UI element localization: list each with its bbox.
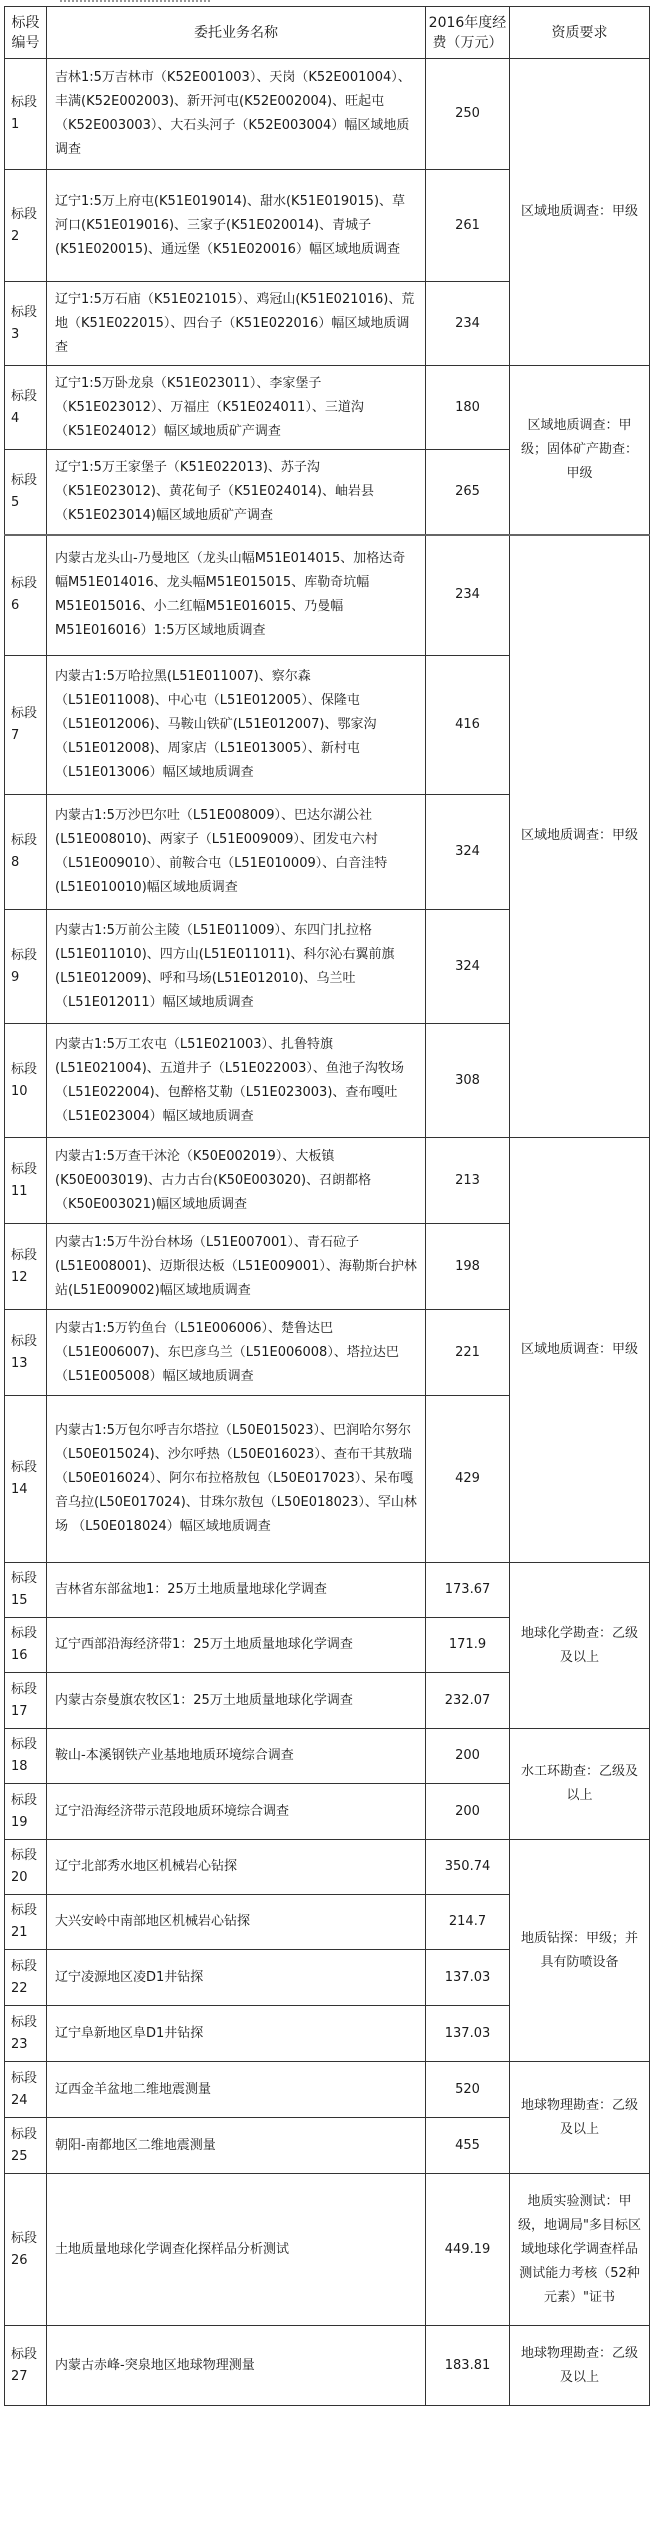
lot-table bbox=[4, 6, 650, 2406]
lot-number: 标段23 bbox=[5, 2006, 47, 2062]
lot-number: 标段16 bbox=[5, 1618, 47, 1673]
lot-number: 标段11 bbox=[5, 1138, 47, 1224]
lot-number: 标段3 bbox=[5, 282, 47, 366]
lot-fee: 214.7 bbox=[426, 1895, 510, 1950]
header-qual: 资质要求 bbox=[510, 7, 650, 59]
lot-description: 内蒙古1:5万哈拉黑(L51E011007)、察尔森（L51E011008)、中心屯（L51E012005）、保隆屯（L51E012006)、马鞍山铁矿(L51E012007)、鄂家沟（L51E012008)、周家店（L51E013005）、新村屯（L51E013006）幅区域地质调查 bbox=[47, 656, 426, 795]
lot-number: 标段27 bbox=[5, 2326, 47, 2406]
lot-fee: 250 bbox=[426, 59, 510, 170]
lot-description: 辽宁凌源地区凌D1井钻探 bbox=[47, 1950, 426, 2006]
table-row bbox=[5, 2062, 650, 2118]
lot-fee: 200 bbox=[426, 1784, 510, 1840]
lot-number: 标段25 bbox=[5, 2118, 47, 2174]
qualification: 区域地质调查：甲级 bbox=[510, 59, 650, 366]
lot-description: 吉林省东部盆地1：25万土地质量地球化学调查 bbox=[47, 1563, 426, 1618]
lot-fee: 234 bbox=[426, 282, 510, 366]
qualification: 地质实验测试：甲级，地调局"多目标区域地球化学调查样品测试能力考核（52种元素）"证书 bbox=[510, 2174, 650, 2326]
lot-description: 辽西金羊盆地二维地震测量 bbox=[47, 2062, 426, 2118]
lot-number: 标段12 bbox=[5, 1224, 47, 1310]
lot-fee: 180 bbox=[426, 366, 510, 450]
lot-number: 标段15 bbox=[5, 1563, 47, 1618]
lot-fee: 265 bbox=[426, 450, 510, 535]
table-row bbox=[5, 1840, 650, 1895]
lot-description: 辽宁1:5万上府屯(K51E019014)、甜水(K51E019015)、草河口(K51E019016)、三家子(K51E020014)、青城子(K51E020015)、通远堡（K51E020016）幅区域地质调查 bbox=[47, 170, 426, 282]
lot-description: 内蒙古龙头山-乃曼地区（龙头山幅M51E014015、加格达奇幅M51E014016、龙头幅M51E015015、库勒奇坑幅M51E015016、小二红幅M51E016015、乃曼幅M51E016016）1:5万区域地质调查 bbox=[47, 535, 426, 656]
lot-number: 标段13 bbox=[5, 1310, 47, 1396]
lot-number: 标段17 bbox=[5, 1673, 47, 1729]
header-fee: 2016年度经费（万元） bbox=[426, 7, 510, 59]
lot-description: 内蒙古奈曼旗农牧区1：25万土地质量地球化学调查 bbox=[47, 1673, 426, 1729]
lot-description: 辽宁西部沿海经济带1：25万土地质量地球化学调查 bbox=[47, 1618, 426, 1673]
lot-description: 内蒙古1:5万包尔呼吉尔塔拉（L50E015023）、巴润哈尔努尔（L50E015024)、沙尔呼热（L50E016023）、查布干其敖瑞（L50E016024）、阿尔布拉格敖包（L50E017023）、呆布嘎音乌拉(L50E017024)、甘珠尔敖包（L50E018023）、罕山林场 （L50E018024）幅区域地质调查 bbox=[47, 1396, 426, 1563]
lot-number: 标段10 bbox=[5, 1024, 47, 1138]
qualification: 地质钻探：甲级；并具有防喷设备 bbox=[510, 1840, 650, 2062]
qualification: 地球物理勘查：乙级及以上 bbox=[510, 2326, 650, 2406]
lot-description: 辽宁阜新地区阜D1井钻探 bbox=[47, 2006, 426, 2062]
lot-number: 标段9 bbox=[5, 910, 47, 1024]
qualification: 地球化学勘查：乙级及以上 bbox=[510, 1563, 650, 1729]
lot-fee: 234 bbox=[426, 535, 510, 656]
lot-fee: 520 bbox=[426, 2062, 510, 2118]
table-row bbox=[5, 1563, 650, 1618]
lot-fee: 137.03 bbox=[426, 2006, 510, 2062]
table-header-row bbox=[5, 7, 650, 59]
lot-number: 标段4 bbox=[5, 366, 47, 450]
lot-number: 标段14 bbox=[5, 1396, 47, 1563]
header-name: 委托业务名称 bbox=[47, 7, 426, 59]
lot-description: 鞍山-本溪钢铁产业基地地质环境综合调查 bbox=[47, 1729, 426, 1784]
lot-description: 内蒙古1:5万查干沐沦（K50E002019）、大板镇(K50E003019)、古力古台(K50E003020)、召朗都格（K50E003021)幅区域地质调查 bbox=[47, 1138, 426, 1224]
lot-number: 标段1 bbox=[5, 59, 47, 170]
table-row bbox=[5, 59, 650, 170]
table-row bbox=[5, 366, 650, 450]
qualification: 水工环勘查：乙级及以上 bbox=[510, 1729, 650, 1840]
lot-description: 吉林1:5万吉林市（K52E001003）、天岗（K52E001004）、丰满(K52E002003)、新开河屯(K52E002004)、旺起屯（K52E003003）、大石头河子（K52E003004）幅区域地质调查 bbox=[47, 59, 426, 170]
lot-description: 内蒙古1:5万沙巴尔吐（L51E008009）、巴达尔湖公社(L51E008010)、两家子（L51E009009）、团发屯六村（L51E009010）、前鞍合屯（L51E010009）、白音洼特(L51E010010)幅区域地质调查 bbox=[47, 795, 426, 910]
qualification: 区域地质调查：甲级 bbox=[510, 535, 650, 1138]
lot-fee: 455 bbox=[426, 2118, 510, 2174]
lot-description: 内蒙古1:5万钓鱼台（L51E006006）、楚鲁达巴（L51E006007)、东巴彦乌兰（L51E006008）、塔拉达巴（L51E005008）幅区域地质调查 bbox=[47, 1310, 426, 1396]
lot-fee: 324 bbox=[426, 795, 510, 910]
lot-description: 大兴安岭中南部地区机械岩心钻探 bbox=[47, 1895, 426, 1950]
lot-number: 标段8 bbox=[5, 795, 47, 910]
lot-number: 标段21 bbox=[5, 1895, 47, 1950]
lot-fee: 350.74 bbox=[426, 1840, 510, 1895]
qualification: 地球物理勘查：乙级及以上 bbox=[510, 2062, 650, 2174]
lot-description: 辽宁1:5万王家堡子（K51E022013)、苏子沟（K51E023012)、黄花甸子（K51E024014)、岫岩县（K51E023014)幅区域地质矿产调查 bbox=[47, 450, 426, 535]
lot-number: 标段6 bbox=[5, 535, 47, 656]
lot-description: 内蒙古1:5万前公主陵（L51E011009）、东四门扎拉格(L51E011010)、四方山(L51E011011)、科尔沁右翼前旗(L51E012009)、呼和马场(L51E012010)、乌兰吐（L51E012011）幅区域地质调查 bbox=[47, 910, 426, 1024]
lot-fee: 324 bbox=[426, 910, 510, 1024]
lot-description: 土地质量地球化学调查化探样品分析测试 bbox=[47, 2174, 426, 2326]
lot-fee: 416 bbox=[426, 656, 510, 795]
lot-fee: 173.67 bbox=[426, 1563, 510, 1618]
lot-description: 辽宁北部秀水地区机械岩心钻探 bbox=[47, 1840, 426, 1895]
qualification: 区域地质调查：甲级 bbox=[510, 1138, 650, 1563]
lot-number: 标段7 bbox=[5, 656, 47, 795]
lot-description: 内蒙古1:5万工农屯（L51E021003）、扎鲁特旗(L51E021004)、五道井子（L51E022003）、鱼池子沟牧场（L51E022004)、包醉格艾勒（L51E023003)、查布嘎吐（L51E023004）幅区域地质调查 bbox=[47, 1024, 426, 1138]
lot-fee: 308 bbox=[426, 1024, 510, 1138]
lot-fee: 232.07 bbox=[426, 1673, 510, 1729]
lot-fee: 261 bbox=[426, 170, 510, 282]
header-lot: 标段编号 bbox=[5, 7, 47, 59]
lot-number: 标段24 bbox=[5, 2062, 47, 2118]
lot-fee: 200 bbox=[426, 1729, 510, 1784]
lot-number: 标段26 bbox=[5, 2174, 47, 2326]
lot-description: 内蒙古1:5万牛汾台林场（L51E007001）、青石砬子(L51E008001)、迈斯很达板（L51E009001）、海勒斯台护林站(L51E009002)幅区域地质调查 bbox=[47, 1224, 426, 1310]
lot-description: 辽宁1:5万卧龙泉（K51E023011）、李家堡子（K51E023012）、万福庄（K51E024011）、三道沟（K51E024012）幅区域地质矿产调查 bbox=[47, 366, 426, 450]
lot-description: 内蒙古赤峰-突泉地区地球物理测量 bbox=[47, 2326, 426, 2406]
lot-description: 朝阳-南都地区二维地震测量 bbox=[47, 2118, 426, 2174]
lot-fee: 171.9 bbox=[426, 1618, 510, 1673]
lot-description: 辽宁1:5万石庙（K51E021015）、鸡冠山(K51E021016)、荒地（K51E022015）、四台子（K51E022016）幅区域地质调查 bbox=[47, 282, 426, 366]
lot-number: 标段2 bbox=[5, 170, 47, 282]
lot-description: 辽宁沿海经济带示范段地质环境综合调查 bbox=[47, 1784, 426, 1840]
lot-fee: 198 bbox=[426, 1224, 510, 1310]
table-row bbox=[5, 535, 650, 656]
lot-fee: 137.03 bbox=[426, 1950, 510, 2006]
lot-number: 标段5 bbox=[5, 450, 47, 535]
lot-number: 标段20 bbox=[5, 1840, 47, 1895]
lot-number: 标段22 bbox=[5, 1950, 47, 2006]
table-row bbox=[5, 2326, 650, 2406]
lot-fee: 183.81 bbox=[426, 2326, 510, 2406]
lot-fee: 429 bbox=[426, 1396, 510, 1563]
lot-number: 标段19 bbox=[5, 1784, 47, 1840]
table-row bbox=[5, 1138, 650, 1224]
table-row bbox=[5, 2174, 650, 2326]
qualification: 区域地质调查：甲级；固体矿产勘查：甲级 bbox=[510, 366, 650, 535]
lot-number: 标段18 bbox=[5, 1729, 47, 1784]
table-row bbox=[5, 1729, 650, 1784]
lot-fee: 449.19 bbox=[426, 2174, 510, 2326]
lot-fee: 213 bbox=[426, 1138, 510, 1224]
lot-fee: 221 bbox=[426, 1310, 510, 1396]
